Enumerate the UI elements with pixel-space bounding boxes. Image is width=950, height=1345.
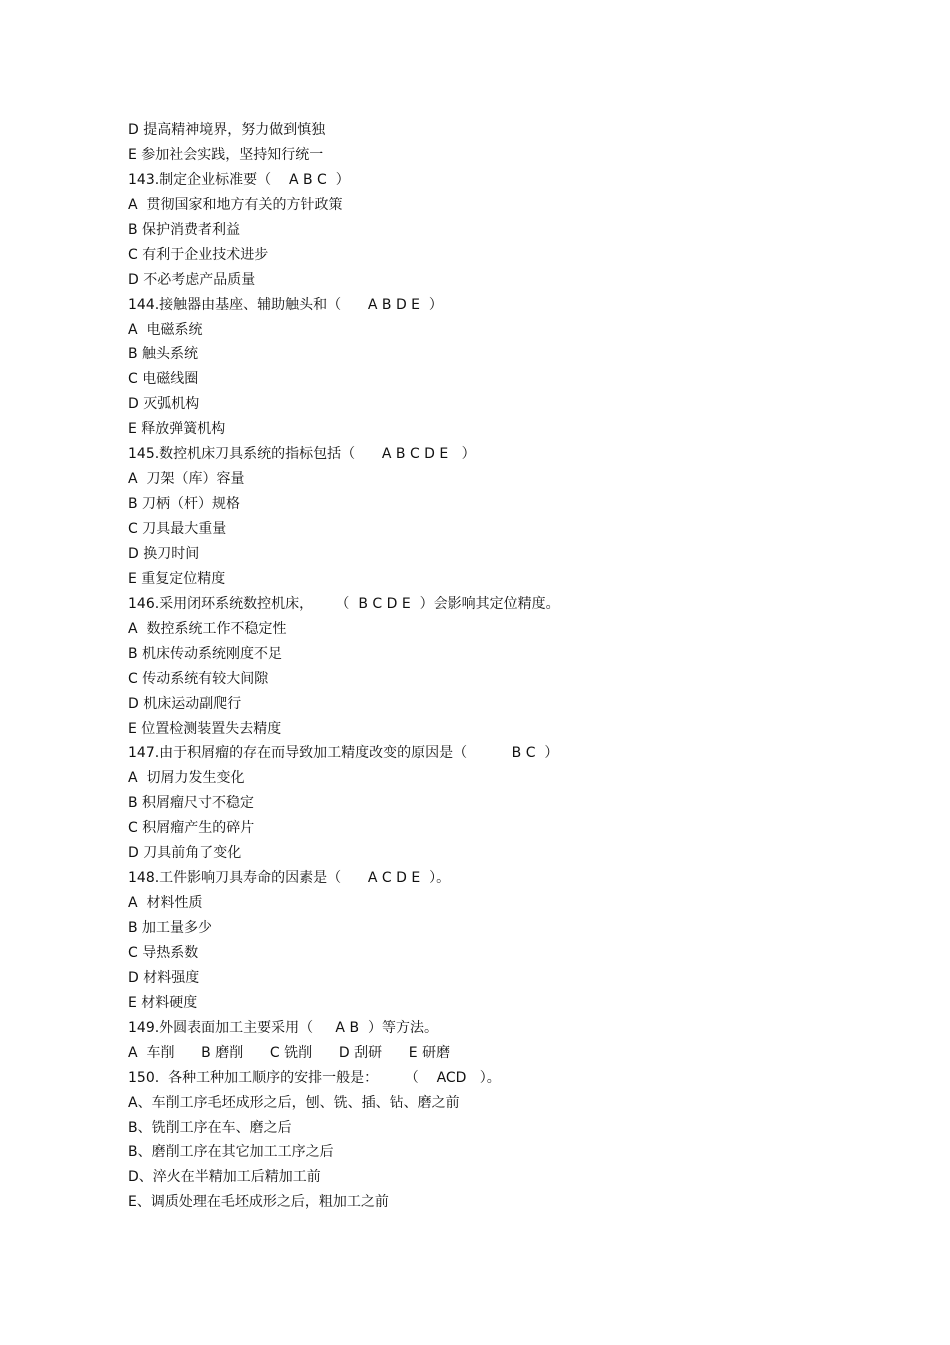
- text-line: E 参加社会实践，坚持知行统一: [128, 146, 324, 163]
- text-line: D 换刀时间: [128, 545, 200, 562]
- text-line: A 刀架（库）容量: [128, 471, 245, 488]
- text-line: E、调质处理在毛坯成形之后，粗加工之前: [128, 1194, 389, 1211]
- text-line: B、铣削工序在车、磨之后: [128, 1119, 292, 1136]
- text-line: B 机床传动系统刚度不足: [128, 645, 283, 662]
- text-line: C 电磁线圈: [128, 371, 199, 388]
- text-line: D 灭弧机构: [128, 396, 200, 413]
- text-line: B 积屑瘤尺寸不稳定: [128, 795, 255, 812]
- text-line: B 触头系统: [128, 346, 199, 363]
- text-line: A 数控系统工作不稳定性: [128, 620, 287, 637]
- text-line: B 加工量多少: [128, 920, 213, 936]
- text-line: A 贯彻国家和地方有关的方针政策: [128, 196, 343, 213]
- text-line: 150. 各种工种加工顺序的安排一般是： （ ACD ）。: [128, 1069, 501, 1086]
- text-line: E 位置检测装置失去精度: [128, 720, 282, 737]
- text-line: E 释放弹簧机构: [128, 421, 226, 438]
- text-line: C 刀具最大重量: [128, 521, 227, 537]
- text-line: A 切屑力发生变化: [128, 770, 245, 787]
- text-line: D 提高精神境界，努力做到慎独: [128, 122, 326, 138]
- text-line: A 电磁系统: [128, 321, 203, 338]
- text-line: C 传动系统有较大间隙: [128, 670, 269, 687]
- text-line: 146.采用闭环系统数控机床， （ B C D E ）会影响其定位精度。: [128, 595, 560, 612]
- text-line: A、车削工序毛坯成形之后，刨、铣、插、钻、磨之前: [128, 1094, 460, 1111]
- text-line: 145.数控机床刀具系统的指标包括（ A B C D E ）: [128, 446, 476, 463]
- text-line: D 不必考虑产品质量: [128, 271, 256, 288]
- text-line: D 刀具前角了变化: [128, 845, 242, 862]
- text-line: D 机床运动副爬行: [128, 695, 242, 712]
- text-line: 143.制定企业标准要（ A B C ）: [128, 171, 350, 188]
- text-line: C 积屑瘤产生的碎片: [128, 820, 255, 837]
- text-line: C 有利于企业技术进步: [128, 246, 269, 263]
- text-line: B 保护消费者利益: [128, 221, 241, 238]
- text-line: 147.由于积屑瘤的存在而导致加工精度改变的原因是（ B C ）: [128, 745, 559, 762]
- text-line: 148.工件影响刀具寿命的因素是（ A C D E ）。: [128, 870, 451, 887]
- text-line: B、磨削工序在其它加工工序之后: [128, 1144, 334, 1161]
- text-line: 149.外圆表面加工主要采用（ A B ）等方法。: [128, 1019, 438, 1036]
- text-line: 144.接触器由基座、辅助触头和（ A B D E ）: [128, 296, 443, 313]
- text-line: E 材料硬度: [128, 994, 198, 1011]
- text-line: E 重复定位精度: [128, 570, 226, 587]
- text-line: B 刀柄（杆）规格: [128, 496, 241, 513]
- text-line: A 车削 B 磨削 C 铣削 D 刮研 E 研磨: [128, 1044, 451, 1061]
- text-line: D、淬火在半精加工后精加工前: [128, 1169, 321, 1186]
- document-page: [128, 118, 908, 1215]
- text-line: D 材料强度: [128, 969, 200, 986]
- text-line: C 导热系数: [128, 944, 199, 961]
- text-line: A 材料性质: [128, 895, 203, 912]
